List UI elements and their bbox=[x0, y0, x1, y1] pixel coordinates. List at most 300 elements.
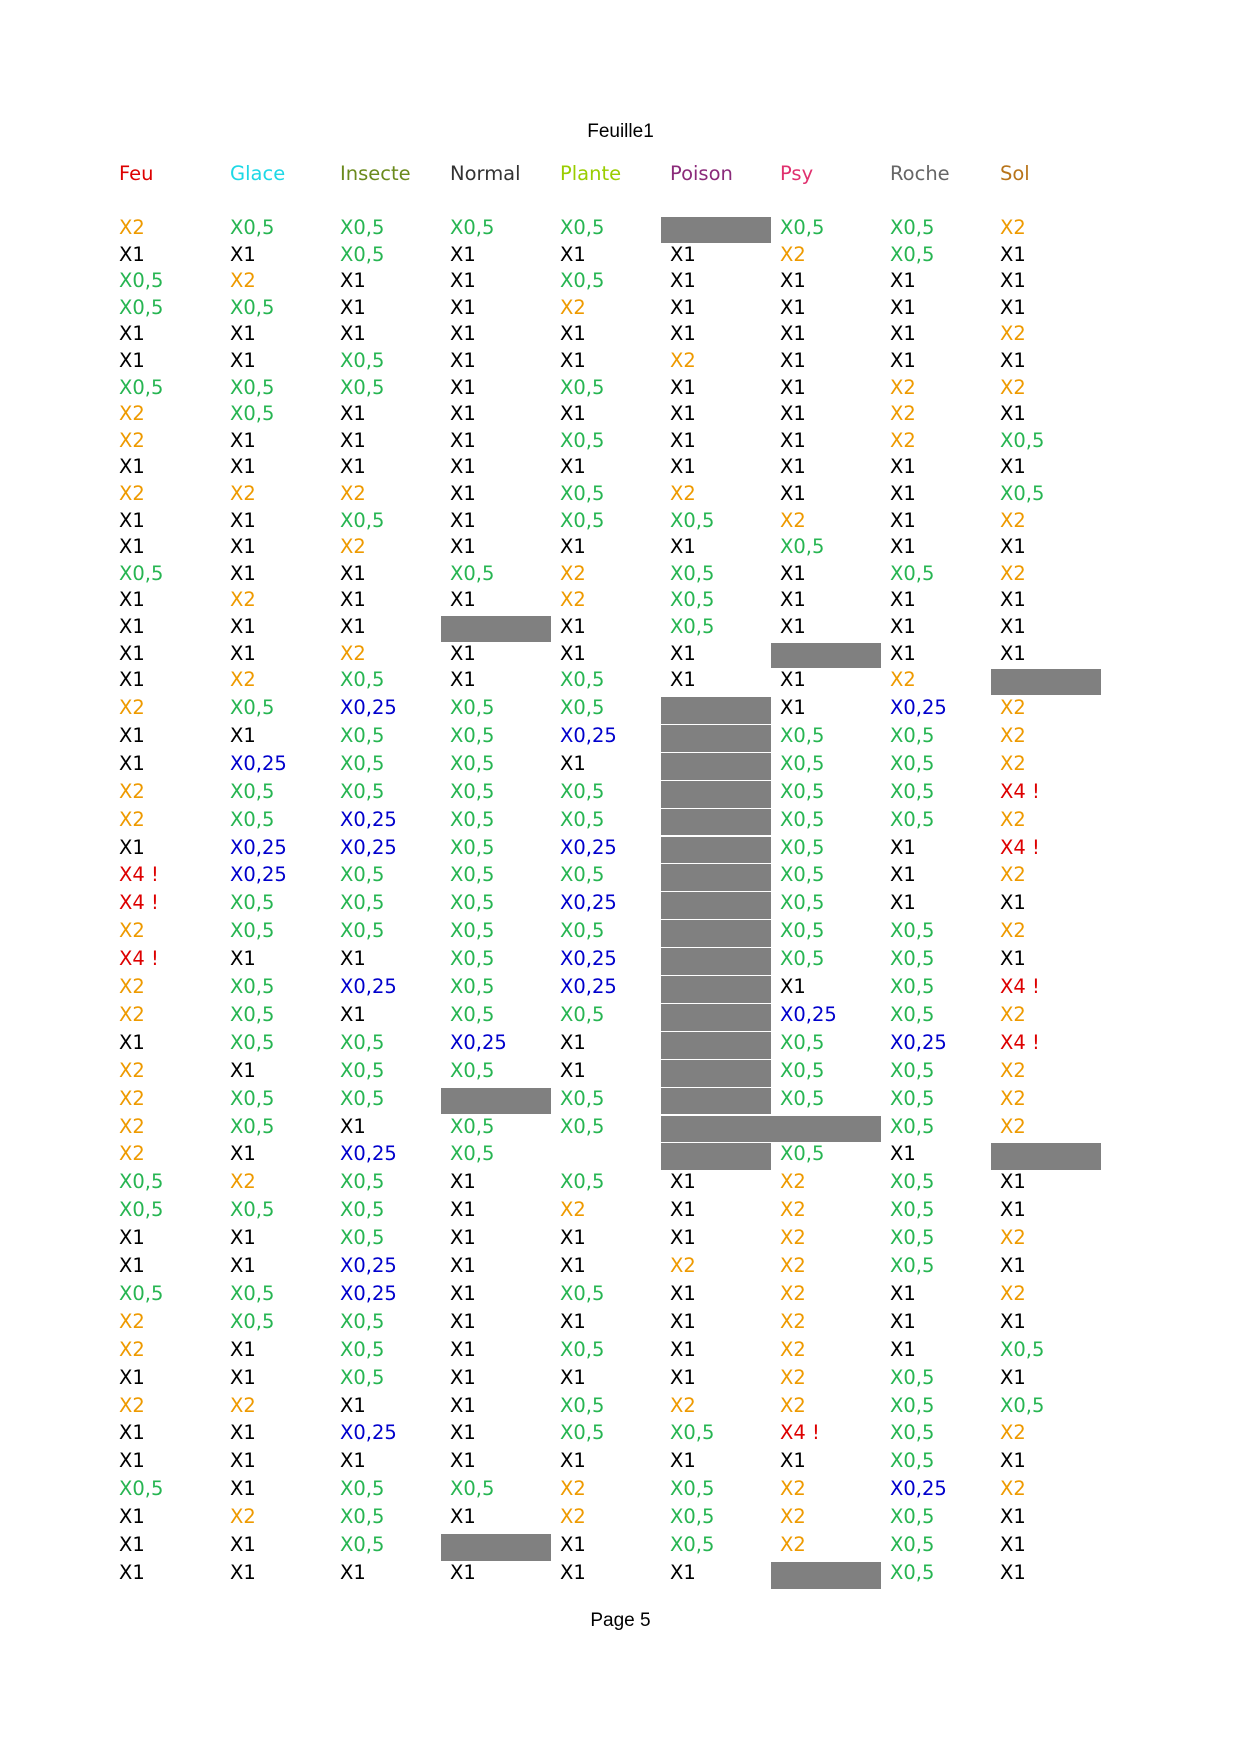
table-cell: X1 bbox=[670, 402, 696, 426]
table-cell: X1 bbox=[670, 242, 696, 266]
table-cell: X1 bbox=[890, 1142, 916, 1166]
filled-cell bbox=[661, 725, 771, 752]
table-cell: X0,25 bbox=[340, 1421, 397, 1445]
table-cell: X0,5 bbox=[890, 1086, 935, 1110]
table-cell: X1 bbox=[890, 891, 916, 915]
table-cell: X2 bbox=[780, 242, 806, 266]
table-cell: X1 bbox=[450, 375, 476, 399]
table-cell: X1 bbox=[119, 835, 145, 859]
table-cell: X1 bbox=[450, 295, 476, 319]
table-cell: X1 bbox=[340, 1393, 366, 1417]
table-cell: X1 bbox=[230, 1477, 256, 1501]
table-cell: X2 bbox=[1000, 1421, 1026, 1445]
table-cell: X1 bbox=[670, 295, 696, 319]
table-cell: X1 bbox=[670, 1337, 696, 1361]
table-cell: X1 bbox=[780, 295, 806, 319]
table-cell: X1 bbox=[119, 1030, 145, 1054]
filled-cell bbox=[661, 1060, 771, 1087]
table-cell: X1 bbox=[560, 1226, 586, 1250]
table-cell: X0,25 bbox=[890, 1477, 947, 1501]
table-cell: X0,5 bbox=[450, 863, 495, 887]
table-cell: X1 bbox=[1000, 1309, 1026, 1333]
column-header-insecte: Insecte bbox=[340, 162, 411, 185]
table-cell: X2 bbox=[340, 535, 366, 559]
table-cell: X2 bbox=[670, 349, 696, 372]
table-cell: X2 bbox=[1000, 216, 1026, 239]
table-cell: X2 bbox=[119, 1058, 145, 1082]
filled-cell bbox=[661, 976, 771, 1003]
table-cell: X2 bbox=[780, 508, 806, 532]
table-cell: X4 ! bbox=[119, 891, 159, 915]
table-cell: X1 bbox=[340, 1449, 366, 1473]
table-cell: X1 bbox=[1000, 615, 1026, 638]
table-cell: X1 bbox=[450, 482, 476, 505]
table-cell: X1 bbox=[670, 322, 696, 346]
table-cell: X0,5 bbox=[890, 216, 935, 239]
table-cell: X1 bbox=[780, 455, 806, 479]
filled-cell bbox=[441, 616, 551, 642]
table-cell: X1 bbox=[670, 428, 696, 452]
table-cell: X1 bbox=[670, 668, 696, 692]
table-cell: X0,5 bbox=[340, 1170, 385, 1194]
table-cell: X2 bbox=[119, 216, 145, 239]
column-header-feu: Feu bbox=[119, 162, 154, 185]
table-cell: X0,5 bbox=[340, 779, 385, 803]
table-cell: X0,5 bbox=[560, 508, 605, 532]
table-cell: X1 bbox=[450, 1198, 476, 1222]
table-cell: X0,25 bbox=[890, 1030, 947, 1054]
table-cell: X1 bbox=[670, 641, 696, 665]
table-cell: X0,5 bbox=[450, 1477, 495, 1501]
table-cell: X0,5 bbox=[450, 975, 495, 998]
filled-cell bbox=[661, 837, 771, 864]
table-cell: X0,5 bbox=[340, 1226, 385, 1250]
table-cell: X1 bbox=[230, 1533, 256, 1556]
table-cell: X2 bbox=[1000, 1086, 1026, 1110]
table-cell: X1 bbox=[340, 295, 366, 319]
table-cell: X0,5 bbox=[890, 1505, 935, 1529]
table-cell: X0,5 bbox=[670, 508, 715, 532]
column-header-normal: Normal bbox=[450, 162, 521, 185]
table-cell: X0,5 bbox=[230, 216, 275, 239]
table-cell: X0,5 bbox=[890, 1114, 935, 1138]
table-cell: X1 bbox=[1000, 402, 1026, 426]
table-cell: X2 bbox=[340, 482, 366, 505]
table-cell: X1 bbox=[670, 1170, 696, 1194]
table-cell: X0,5 bbox=[670, 615, 715, 638]
table-cell: X0,25 bbox=[780, 1002, 837, 1026]
table-cell: X1 bbox=[450, 1449, 476, 1473]
filled-cell bbox=[661, 1032, 771, 1059]
table-cell: X1 bbox=[119, 535, 145, 559]
table-cell: X0,25 bbox=[340, 1142, 397, 1166]
table-cell: X1 bbox=[670, 1309, 696, 1333]
table-cell: X1 bbox=[560, 1533, 586, 1556]
table-cell: X2 bbox=[119, 975, 145, 998]
table-cell: X4 ! bbox=[119, 863, 159, 887]
table-cell: X2 bbox=[230, 668, 256, 692]
table-cell: X0,5 bbox=[230, 295, 275, 319]
table-cell: X1 bbox=[230, 428, 256, 452]
filled-cell bbox=[661, 781, 771, 808]
table-cell: X0,5 bbox=[560, 1170, 605, 1194]
table-cell: X4 ! bbox=[780, 1421, 820, 1445]
table-cell: X0,25 bbox=[340, 1281, 397, 1305]
table-cell: X1 bbox=[670, 1281, 696, 1305]
table-cell: X1 bbox=[340, 1114, 366, 1138]
table-cell: X1 bbox=[1000, 588, 1026, 612]
table-cell: X0,5 bbox=[670, 1505, 715, 1529]
table-cell: X1 bbox=[450, 1337, 476, 1361]
table-cell: X0,5 bbox=[560, 807, 605, 831]
table-cell: X0,5 bbox=[890, 1393, 935, 1417]
table-cell: X0,5 bbox=[890, 751, 935, 775]
filled-cell bbox=[661, 1143, 771, 1170]
table-cell: X1 bbox=[230, 1365, 256, 1389]
table-cell: X1 bbox=[560, 535, 586, 559]
table-cell: X0,5 bbox=[340, 1533, 385, 1556]
column-header-glace: Glace bbox=[230, 162, 286, 185]
table-cell: X1 bbox=[230, 535, 256, 559]
table-cell: X0,5 bbox=[340, 1309, 385, 1333]
table-cell: X0,5 bbox=[340, 1365, 385, 1389]
table-cell: X0,5 bbox=[780, 1086, 825, 1110]
table-cell: X0,5 bbox=[560, 1114, 605, 1138]
table-cell: X0,25 bbox=[340, 1254, 397, 1277]
table-cell: X1 bbox=[890, 322, 916, 346]
table-cell: X1 bbox=[1000, 349, 1026, 372]
table-cell: X1 bbox=[230, 1058, 256, 1082]
table-cell: X1 bbox=[780, 269, 806, 293]
table-cell: X0,5 bbox=[780, 216, 825, 239]
table-cell: X1 bbox=[450, 1560, 476, 1584]
table-cell: X1 bbox=[119, 322, 145, 346]
table-cell: X1 bbox=[450, 269, 476, 293]
table-cell: X1 bbox=[780, 975, 806, 998]
table-cell: X1 bbox=[780, 375, 806, 399]
table-cell: X2 bbox=[1000, 751, 1026, 775]
filled-cell bbox=[661, 948, 771, 975]
table-cell: X0,5 bbox=[340, 919, 385, 943]
filled-cell bbox=[441, 1088, 551, 1115]
table-cell: X0,5 bbox=[230, 696, 275, 719]
table-cell: X2 bbox=[560, 1198, 586, 1222]
table-cell: X1 bbox=[119, 723, 145, 747]
table-cell: X2 bbox=[1000, 919, 1026, 943]
table-cell: X1 bbox=[119, 1505, 145, 1529]
table-cell: X0,5 bbox=[780, 807, 825, 831]
table-cell: X1 bbox=[670, 535, 696, 559]
table-cell: X2 bbox=[780, 1198, 806, 1222]
table-cell: X2 bbox=[119, 919, 145, 943]
table-cell: X0,5 bbox=[560, 1337, 605, 1361]
table-cell: X0,5 bbox=[890, 1421, 935, 1445]
table-cell: X1 bbox=[890, 269, 916, 293]
table-cell: X1 bbox=[1000, 269, 1026, 293]
table-cell: X0,25 bbox=[560, 975, 617, 998]
table-cell: X0,5 bbox=[450, 1002, 495, 1026]
table-cell: X1 bbox=[890, 295, 916, 319]
table-cell: X0,5 bbox=[890, 919, 935, 943]
table-cell: X1 bbox=[560, 1560, 586, 1584]
filled-cell bbox=[771, 1116, 881, 1143]
table-cell: X1 bbox=[890, 863, 916, 887]
table-cell: X1 bbox=[670, 375, 696, 399]
table-cell: X0,25 bbox=[340, 835, 397, 859]
table-cell: X1 bbox=[780, 349, 806, 372]
table-cell: X1 bbox=[230, 1449, 256, 1473]
table-cell: X2 bbox=[1000, 508, 1026, 532]
table-cell: X0,5 bbox=[450, 779, 495, 803]
table-cell: X0,5 bbox=[890, 1365, 935, 1389]
filled-cell bbox=[661, 217, 771, 243]
table-cell: X0,5 bbox=[560, 779, 605, 803]
table-cell: X0,5 bbox=[450, 807, 495, 831]
table-cell: X4 ! bbox=[1000, 835, 1040, 859]
table-cell: X2 bbox=[1000, 375, 1026, 399]
filled-cell bbox=[661, 864, 771, 891]
table-cell: X1 bbox=[119, 668, 145, 692]
table-cell: X1 bbox=[119, 1449, 145, 1473]
table-cell: X0,25 bbox=[340, 807, 397, 831]
table-cell: X1 bbox=[1000, 1449, 1026, 1473]
table-cell: X2 bbox=[1000, 863, 1026, 887]
table-cell: X0,5 bbox=[450, 696, 495, 719]
table-cell: X0,5 bbox=[890, 1533, 935, 1556]
table-cell: X1 bbox=[119, 751, 145, 775]
table-cell: X2 bbox=[780, 1477, 806, 1501]
table-cell: X1 bbox=[450, 242, 476, 266]
table-cell: X2 bbox=[780, 1533, 806, 1556]
table-cell: X1 bbox=[1000, 242, 1026, 266]
table-cell: X0,5 bbox=[670, 1421, 715, 1445]
table-cell: X1 bbox=[119, 349, 145, 372]
filled-cell bbox=[661, 1088, 771, 1115]
table-cell: X1 bbox=[560, 322, 586, 346]
table-cell: X1 bbox=[1000, 891, 1026, 915]
table-cell: X1 bbox=[890, 535, 916, 559]
table-cell: X1 bbox=[230, 1226, 256, 1250]
table-cell: X0,5 bbox=[450, 751, 495, 775]
table-cell: X0,5 bbox=[119, 295, 164, 319]
table-cell: X0,25 bbox=[890, 696, 947, 719]
table-cell: X1 bbox=[560, 751, 586, 775]
table-cell: X0,5 bbox=[340, 216, 385, 239]
table-cell: X0,25 bbox=[560, 947, 617, 971]
column-header-roche: Roche bbox=[890, 162, 950, 185]
table-cell: X0,5 bbox=[340, 891, 385, 915]
filled-cell bbox=[661, 892, 771, 919]
table-cell: X2 bbox=[890, 428, 916, 452]
table-cell: X0,5 bbox=[890, 947, 935, 971]
table-cell: X1 bbox=[560, 1309, 586, 1333]
table-cell: X1 bbox=[230, 508, 256, 532]
table-cell: X2 bbox=[1000, 696, 1026, 719]
table-cell: X2 bbox=[780, 1393, 806, 1417]
table-cell: X4 ! bbox=[1000, 779, 1040, 803]
table-cell: X0,5 bbox=[890, 779, 935, 803]
table-cell: X0,5 bbox=[450, 947, 495, 971]
table-cell: X1 bbox=[560, 1254, 586, 1277]
table-cell: X0,5 bbox=[340, 508, 385, 532]
table-cell: X0,25 bbox=[340, 975, 397, 998]
table-cell: X1 bbox=[119, 1533, 145, 1556]
table-cell: X1 bbox=[1000, 1198, 1026, 1222]
table-cell: X0,5 bbox=[119, 1198, 164, 1222]
sheet-title: Feuille1 bbox=[587, 121, 654, 142]
table-cell: X1 bbox=[560, 349, 586, 372]
table-cell: X2 bbox=[780, 1505, 806, 1529]
table-cell: X1 bbox=[670, 1226, 696, 1250]
table-cell: X1 bbox=[119, 588, 145, 612]
table-cell: X0,5 bbox=[450, 1114, 495, 1138]
table-cell: X0,5 bbox=[230, 1114, 275, 1138]
table-cell: X0,5 bbox=[450, 835, 495, 859]
table-cell: X0,5 bbox=[340, 349, 385, 372]
table-cell: X2 bbox=[119, 482, 145, 505]
table-cell: X2 bbox=[119, 779, 145, 803]
table-cell: X0,25 bbox=[560, 891, 617, 915]
table-cell: X0,5 bbox=[1000, 1393, 1045, 1417]
table-cell: X0,5 bbox=[890, 1170, 935, 1194]
table-cell: X0,5 bbox=[340, 1030, 385, 1054]
table-cell: X0,5 bbox=[560, 919, 605, 943]
table-cell: X0,5 bbox=[560, 482, 605, 505]
table-cell: X1 bbox=[560, 615, 586, 638]
page-footer: Page 5 bbox=[590, 1610, 651, 1631]
table-cell: X1 bbox=[1000, 1505, 1026, 1529]
table-cell: X0,5 bbox=[230, 807, 275, 831]
table-cell: X1 bbox=[340, 588, 366, 612]
table-cell: X0,5 bbox=[340, 1058, 385, 1082]
table-cell: X1 bbox=[1000, 947, 1026, 971]
table-cell: X0,5 bbox=[560, 428, 605, 452]
table-cell: X1 bbox=[450, 1254, 476, 1277]
table-cell: X0,5 bbox=[119, 1477, 164, 1501]
table-cell: X0,25 bbox=[230, 835, 287, 859]
table-cell: X2 bbox=[230, 1393, 256, 1417]
table-cell: X2 bbox=[230, 1170, 256, 1194]
table-cell: X0,5 bbox=[340, 863, 385, 887]
table-cell: X1 bbox=[230, 349, 256, 372]
table-cell: X1 bbox=[780, 1449, 806, 1473]
table-cell: X0,5 bbox=[560, 1281, 605, 1305]
table-cell: X1 bbox=[450, 1365, 476, 1389]
table-cell: X1 bbox=[119, 615, 145, 638]
table-cell: X1 bbox=[560, 242, 586, 266]
table-cell: X1 bbox=[230, 641, 256, 665]
table-cell: X2 bbox=[119, 428, 145, 452]
table-cell: X1 bbox=[890, 835, 916, 859]
table-cell: X1 bbox=[450, 508, 476, 532]
table-cell: X0,25 bbox=[560, 835, 617, 859]
table-cell: X2 bbox=[890, 402, 916, 426]
table-cell: X1 bbox=[780, 322, 806, 346]
table-cell: X1 bbox=[119, 1365, 145, 1389]
table-cell: X1 bbox=[119, 1226, 145, 1250]
table-cell: X1 bbox=[450, 588, 476, 612]
table-cell: X0,5 bbox=[780, 891, 825, 915]
table-cell: X0,5 bbox=[1000, 482, 1045, 505]
table-cell: X1 bbox=[450, 1505, 476, 1529]
table-cell: X0,5 bbox=[890, 1198, 935, 1222]
table-cell: X0,5 bbox=[340, 1477, 385, 1501]
table-cell: X2 bbox=[890, 668, 916, 692]
table-cell: X0,5 bbox=[780, 779, 825, 803]
table-cell: X2 bbox=[1000, 561, 1026, 585]
table-cell: X0,5 bbox=[890, 1449, 935, 1473]
table-cell: X1 bbox=[340, 455, 366, 479]
table-cell: X1 bbox=[230, 1421, 256, 1445]
table-cell: X1 bbox=[230, 947, 256, 971]
table-cell: X0,5 bbox=[119, 375, 164, 399]
table-cell: X1 bbox=[119, 641, 145, 665]
filled-cell bbox=[991, 669, 1101, 695]
table-cell: X1 bbox=[1000, 1533, 1026, 1556]
table-cell: X1 bbox=[1000, 641, 1026, 665]
table-cell: X2 bbox=[230, 1505, 256, 1529]
table-cell: X0,5 bbox=[230, 891, 275, 915]
table-cell: X0,5 bbox=[560, 696, 605, 719]
table-cell: X0,5 bbox=[230, 375, 275, 399]
table-cell: X0,5 bbox=[230, 919, 275, 943]
table-cell: X0,5 bbox=[890, 1560, 935, 1584]
table-cell: X1 bbox=[890, 641, 916, 665]
table-cell: X1 bbox=[670, 1198, 696, 1222]
column-header-plante: Plante bbox=[560, 162, 622, 185]
filled-cell bbox=[661, 920, 771, 947]
column-header-sol: Sol bbox=[1000, 162, 1030, 185]
table-cell: X0,5 bbox=[450, 1142, 495, 1166]
table-cell: X2 bbox=[1000, 807, 1026, 831]
table-cell: X0,5 bbox=[890, 723, 935, 747]
table-cell: X0,5 bbox=[780, 723, 825, 747]
table-cell: X2 bbox=[1000, 1002, 1026, 1026]
table-cell: X1 bbox=[560, 1449, 586, 1473]
table-cell: X2 bbox=[780, 1309, 806, 1333]
table-cell: X2 bbox=[560, 1477, 586, 1501]
table-cell: X1 bbox=[890, 508, 916, 532]
table-cell: X2 bbox=[1000, 322, 1026, 346]
table-cell: X0,5 bbox=[780, 919, 825, 943]
filled-cell bbox=[441, 1534, 551, 1561]
table-cell: X1 bbox=[1000, 535, 1026, 559]
table-cell: X1 bbox=[560, 402, 586, 426]
table-cell: X2 bbox=[230, 482, 256, 505]
filled-cell bbox=[771, 1562, 881, 1589]
table-cell: X2 bbox=[119, 1309, 145, 1333]
table-cell: X1 bbox=[119, 455, 145, 479]
table-cell: X0,5 bbox=[560, 668, 605, 692]
table-cell: X0,5 bbox=[450, 561, 495, 585]
filled-cell bbox=[661, 1004, 771, 1031]
table-cell: X1 bbox=[230, 561, 256, 585]
table-cell: X1 bbox=[450, 428, 476, 452]
table-cell: X0,5 bbox=[230, 779, 275, 803]
table-cell: X2 bbox=[119, 1086, 145, 1110]
filled-cell bbox=[661, 697, 771, 724]
table-cell: X0,5 bbox=[890, 1058, 935, 1082]
table-cell: X2 bbox=[119, 1337, 145, 1361]
table-cell: X0,5 bbox=[670, 588, 715, 612]
table-cell: X1 bbox=[890, 349, 916, 372]
table-cell: X0,25 bbox=[560, 723, 617, 747]
table-cell: X2 bbox=[670, 482, 696, 505]
table-cell: X0,5 bbox=[119, 269, 164, 293]
table-cell: X0,5 bbox=[560, 216, 605, 239]
table-cell: X1 bbox=[119, 1560, 145, 1584]
table-cell: X0,5 bbox=[340, 668, 385, 692]
